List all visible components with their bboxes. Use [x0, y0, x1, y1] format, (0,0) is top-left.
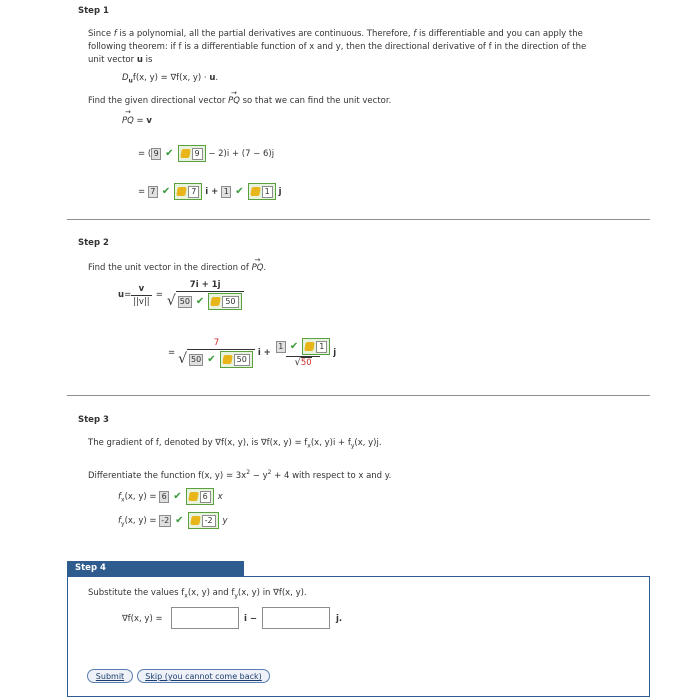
step1-paragraph-line2: following theorem: if f is a differentiable function of x and y, then the directional derivative of f in the direction of the	[88, 42, 587, 52]
step1-paragraph-line1: Since f is a polynomial, all the partial derivatives are continuous. Therefore, f is differentiable and you can apply the	[88, 29, 583, 39]
answer-key-box: 6	[186, 488, 214, 505]
fx-row: $f_x(x$, y) = 6 ✔ 6 x	[118, 488, 223, 505]
answer-box: -2	[161, 515, 170, 525]
check-icon: ✔	[175, 515, 184, 526]
check-icon: ✔	[161, 186, 171, 197]
gradient-j-input[interactable]	[262, 607, 330, 629]
check-icon: ✔	[289, 341, 299, 352]
skip-button[interactable]: Skip (you cannot come back)	[137, 669, 270, 683]
divider	[67, 395, 650, 396]
check-icon: ✔	[235, 186, 244, 197]
check-icon: ✔	[195, 296, 205, 307]
gradient-i-input[interactable]	[171, 607, 239, 629]
substitute-text: Substitute the values $f_x(x$, y) and $f_y(x$, y) in ∇f(x, y).	[88, 588, 307, 600]
step2-title: Step 2	[78, 238, 109, 248]
answer-key-box: 9	[178, 145, 206, 162]
key-icon	[180, 149, 191, 158]
step3-title: Step 3	[78, 415, 109, 425]
check-icon: ✔	[207, 354, 216, 365]
unit-vector-row2: = 7 √ 50 ✔ 50 i + 1 ✔ 1 √ 50 j	[168, 338, 337, 368]
key-icon	[250, 187, 261, 196]
step4-title: Step 4	[67, 561, 244, 576]
unit-vector-row1: u = $\frac{v}{||v||}$ = 7i + 1j √ 50 ✔ 50	[118, 280, 244, 310]
answer-key-box: 50	[208, 293, 241, 310]
pq-row1: = ( 9 ✔ 9 − 2)i + (7 − 6)j	[138, 145, 274, 162]
submit-button[interactable]: Submit	[87, 669, 133, 683]
unit-vector-fraction: 7i + 1j √ 50 ✔ 50	[167, 280, 244, 310]
check-icon: ✔	[173, 491, 182, 502]
v-over-norm-fraction: $\frac{v}{||v||}$	[133, 283, 150, 307]
sqrt-icon: √	[166, 292, 176, 309]
step1-paragraph-line3: unit vector u is	[88, 55, 153, 65]
answer-key-box: 7	[174, 183, 202, 200]
gradient-definition-text: The gradient of f, denoted by ∇f(x, y), is ∇f(x, $y) = f_x(x$, $y)i + f_y(x$, y)j.	[88, 438, 382, 450]
key-icon	[211, 297, 222, 306]
i-component-fraction: 7 √ 50 ✔ 50	[178, 338, 255, 368]
key-icon	[190, 516, 201, 525]
key-icon	[222, 355, 233, 364]
find-directional-vector-text: Find the given directional vector → PQ so that we can find the unit vector.	[88, 95, 391, 108]
answer-box: 6	[159, 491, 169, 503]
gradient-label: ∇f(x, y) =	[122, 614, 163, 624]
step1-title: Step 1	[78, 6, 109, 16]
answer-key-box: 1	[248, 183, 276, 200]
answer-box: 50	[179, 296, 190, 306]
answer-box: 50	[191, 354, 202, 364]
sqrt-icon: √	[178, 350, 188, 367]
fy-row: $f_y(x$, y) = -2 ✔ -2 y	[118, 512, 228, 529]
key-icon	[304, 342, 315, 351]
answer-key-box: -2	[188, 512, 219, 529]
key-icon	[188, 492, 199, 501]
j-component-fraction: 1 ✔ 1 √ 50	[274, 338, 332, 368]
answer-box: 1	[276, 341, 286, 353]
sqrt-icon: √	[294, 357, 301, 368]
answer-key-box: 50	[220, 351, 253, 368]
divider	[67, 219, 650, 220]
answer-box: 7	[148, 186, 158, 198]
answer-box: 9	[151, 148, 161, 160]
answer-key-box: 1	[302, 338, 330, 355]
i-minus-label: i −	[244, 614, 257, 624]
directional-derivative-formula: $D_uf(x$, y) = ∇f(x, y) · u.	[122, 73, 219, 85]
j-label: j.	[336, 614, 343, 624]
find-unit-vector-text: Find the unit vector in the direction of → PQ.	[88, 262, 266, 275]
pq-equals-v: → PQ = v	[122, 116, 152, 126]
pq-row2: = 7 ✔ 7 i + 1 ✔ 1 j	[138, 183, 282, 200]
answer-box: 1	[221, 186, 231, 198]
check-icon: ✔	[165, 148, 174, 159]
key-icon	[176, 187, 187, 196]
differentiate-text: Differentiate the function f(x, $y) = 3x^2 - y^2 + 4$ with respect to x and y.	[88, 469, 392, 481]
